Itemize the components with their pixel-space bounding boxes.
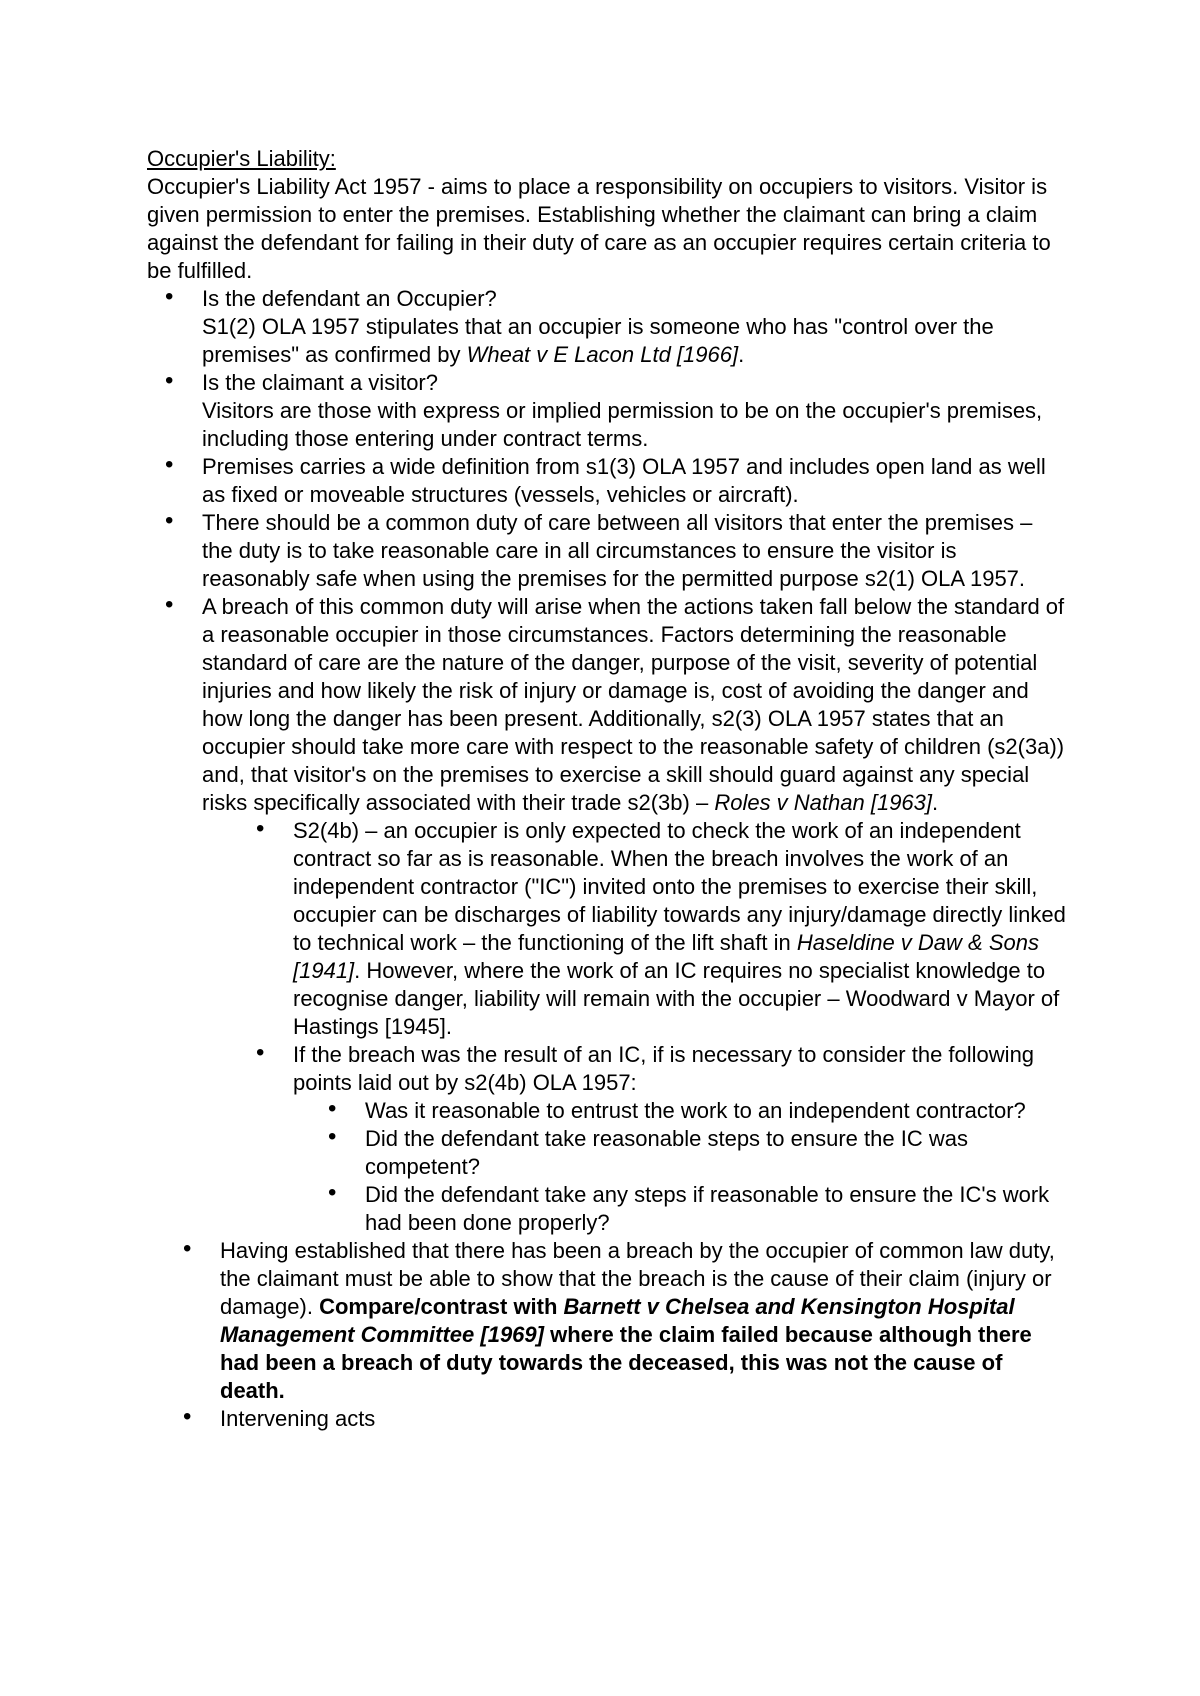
list-item-premises: • Premises carries a wide definition from s1(3) OLA 1957 and includes open land as well as fixed or moveable structures (vessels, vehicles or aircraft). (147, 453, 1067, 509)
case-citation: Wheat v E Lacon Ltd [1966] (466, 342, 739, 367)
document-body (147, 145, 1067, 1433)
list-item-question: • Was it reasonable to entrust the work to an independent contractor? (310, 1097, 1067, 1125)
independent-contractor-list (238, 817, 1067, 1237)
breach-text: • A breach of this common duty will arise when the actions taken fall below the standard of a reasonable occupier in those circumstances. Factors determining the reasonable standard of care are the nature of the danger, purpose of the visit, severity of potential injuries and how likely the risk of injury or damage is, cost of avoiding the danger and how long the danger has been present. Additionally, s2(3) OLA 1957 states that an occupier should take more care with respect to the reasonable safety of children (s2(3a)) and, that visitor's on the premises to exercise a skill should guard against any special risks specifically associated with their trade s2(3b) – Roles v Nathan [1963]. (202, 594, 1065, 815)
list-item-visitor (147, 369, 1067, 453)
case-citation: Roles v Nathan [1963] (714, 790, 933, 815)
list-item-ic-breach: • If the breach was the result of an IC, if is necessary to consider the following points laid out by s2(4b) OLA 1957: • Was it reasonable to entrust the work to an independent contractor? • Did the defendant take reasonable steps to ensure the IC was competent? • Did the defendant take any steps if reasonable to ensure the IC's work had been done properly? (238, 1041, 1067, 1237)
causation-list (147, 1237, 1067, 1433)
ic-questions-list (310, 1097, 1067, 1237)
case-citation: Haseldine v Daw & Sons [1941] (293, 930, 1039, 983)
criteria-list (147, 285, 1067, 1237)
list-item-breach (147, 593, 1067, 1237)
answer-text: S1(2) OLA 1957 stipulates that an occupier is someone who has "control over the premises" as confirmed by Wheat v E Lacon Ltd [1966]. (202, 314, 994, 367)
page-title: Occupier's Liability: (147, 146, 336, 171)
list-item-question: • Did the defendant take any steps if reasonable to ensure the IC's work had been done properly? (310, 1181, 1067, 1237)
answer-text: Visitors are those with express or implied permission to be on the occupier's premises, including those entering under contract terms. (202, 398, 1043, 451)
list-item-question: • Did the defendant take reasonable steps to ensure the IC was competent? (310, 1125, 1067, 1181)
case-citation: Barnett v Chelsea and Kensington Hospital Management Committee [1969] (220, 1294, 1015, 1347)
list-item-occupier (147, 285, 1067, 369)
list-item-s2-4b: • S2(4b) – an occupier is only expected to check the work of an independent contract so far as is reasonable. When the breach involves the work of an independent contractor ("IC") invited onto the premises to exercise their skill, occupier can be discharges of liability towards any injury/damage directly linked to technical work – the functioning of the lift shaft in Haseldine v Daw & Sons [1941]. However, where the work of an IC requires no specialist knowledge to recognise danger, liability will remain with the occupier – Woodward v Mayor of Hastings [1945]. (238, 817, 1067, 1041)
question-text: • Is the claimant a visitor? (202, 370, 438, 395)
list-item-intervening-acts: • Intervening acts (147, 1405, 1067, 1433)
intro-paragraph: Occupier's Liability Act 1957 - aims to place a responsibility on occupiers to visitors. Visitor is given permission to enter the premises. Establishing whether the claimant can bring a claim against the defendant for failing in their duty of care as an occupier requires certain criteria to be fulfilled. (147, 174, 1051, 283)
list-item-causation: • Having established that there has been a breach by the occupier of common law duty, the claimant must be able to show that the breach is the cause of their claim (injury or damage). Compare/contrast with Barnett v Chelsea and Kensington Hospital Management Committee [1969] where the claim failed because although there had been a breach of duty towards the deceased, this was not the cause of death. (147, 1237, 1067, 1405)
list-item-duty: • There should be a common duty of care between all visitors that enter the premises – the duty is to take reasonable care in all circumstances to ensure the visitor is reasonably safe when using the premises for the permitted purpose s2(1) OLA 1957. (147, 509, 1067, 593)
question-text: • Is the defendant an Occupier? (202, 286, 497, 311)
